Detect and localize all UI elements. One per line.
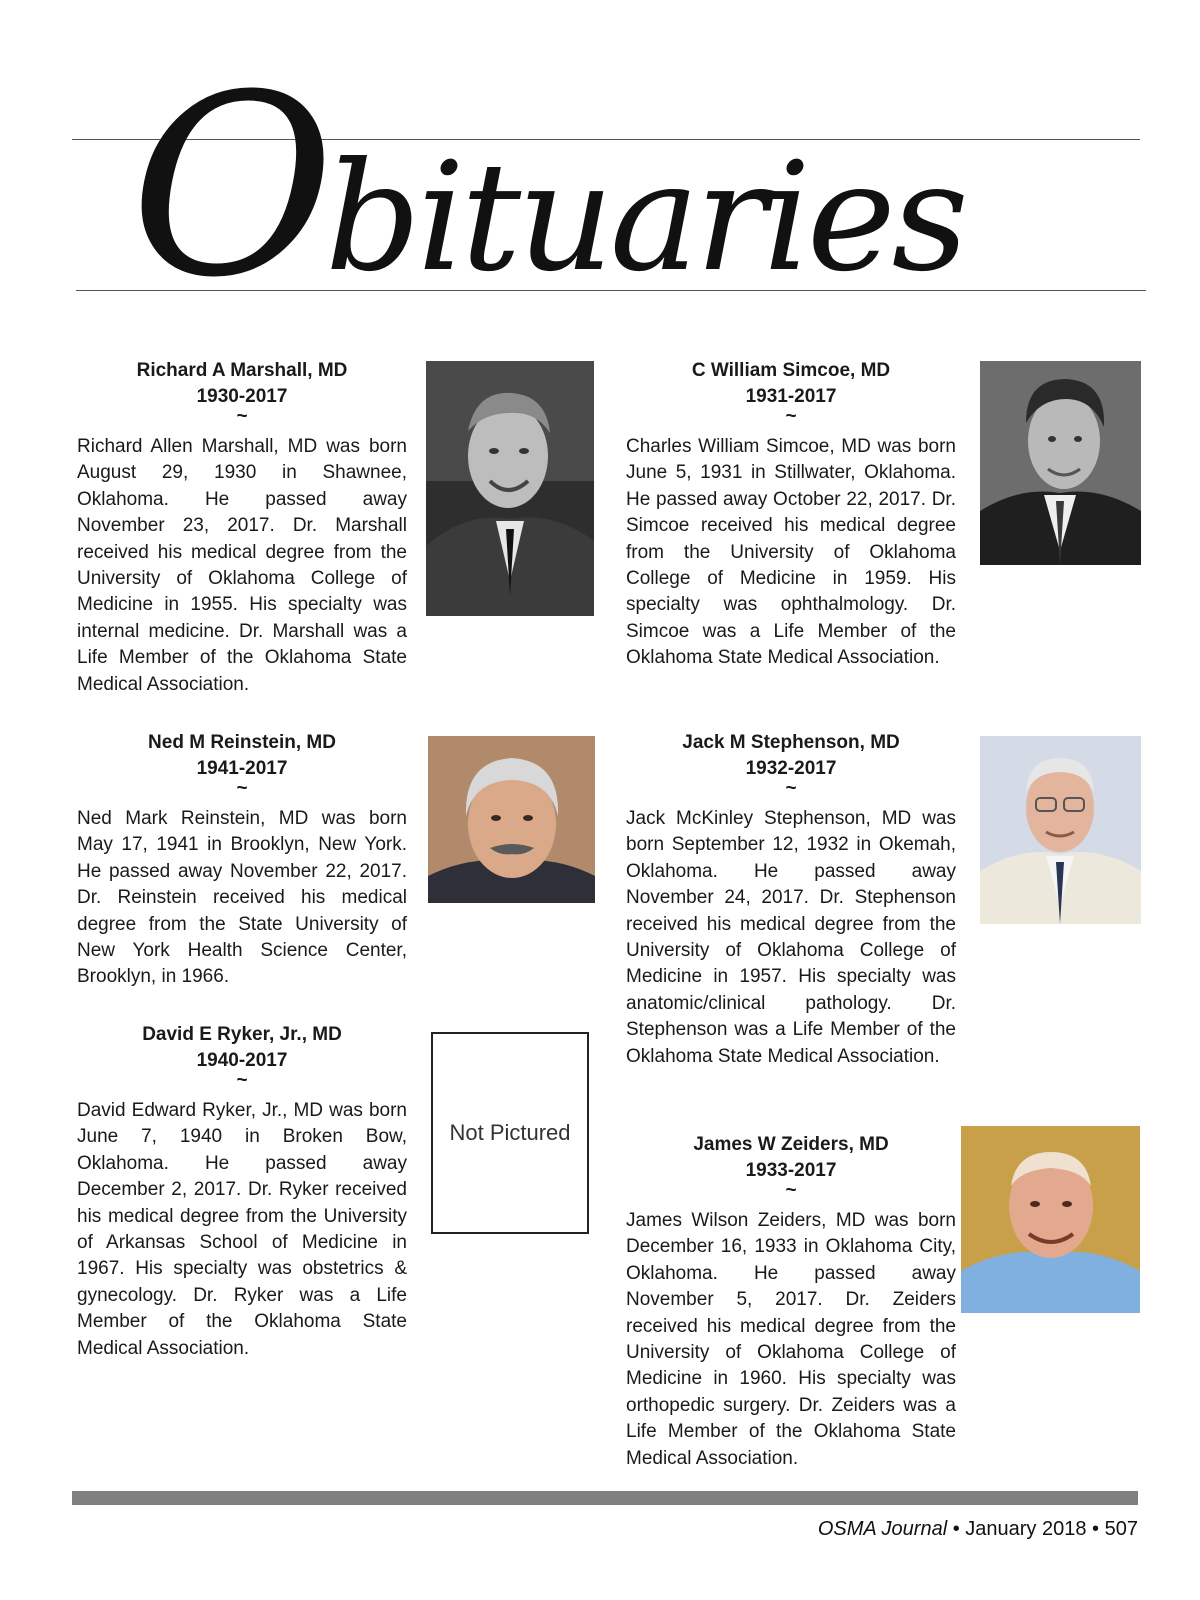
not-pictured-label: Not Pictured [449,1120,571,1145]
footer-bullet: • [1092,1518,1100,1540]
obituary-years: 1941-2017 [196,758,288,779]
portrait-photo-marshall [426,361,594,616]
footer-bar [72,1491,1138,1505]
obituary-years: 1932-2017 [745,758,837,779]
obituary-body: Jack McKinley Stephenson, MD was born September 12, 1932 in Okemah, Oklahoma. He passed away November 24, 2017. Dr. Stephenson received his medical degree from the University of Oklahoma College of Medicine in 1957. His specialty was anatomic/clinical pathology. Dr. Stephenson was a Life Member of the Oklahoma State Medical Association. [626,808,956,1067]
obituary-separator: ~ [785,778,797,799]
obituary-years: 1940-2017 [196,1050,288,1071]
obituary-name: Richard A Marshall, MD [136,360,348,381]
obituary-separator: ~ [785,406,797,427]
obituary-body: Charles William Simcoe, MD was born June 5, 1931 in Stillwater, Oklahoma. He passed away October 22, 2017. Dr. Simcoe received his medical degree from the University of Oklahoma College of Medicine in 1959. His specialty was ophthalmology. Dr. Simcoe was a Life Member of the Oklahoma State Medical Association. [626,436,956,669]
masthead-title-rest: bituaries [324,131,965,305]
obituary-name: David E Ryker, Jr., MD [142,1024,342,1045]
obituary-name: C William Simcoe, MD [691,360,891,381]
obituary-name: Jack M Stephenson, MD [682,732,900,753]
obituary-marshall [77,358,407,698]
obituary-separator: ~ [236,406,248,427]
portrait-photo-stephenson [980,736,1141,924]
obituary-name: Ned M Reinstein, MD [148,732,336,753]
footer-bullet: • [952,1518,960,1540]
page-footer [818,1518,1138,1541]
obituary-reinstein [77,730,407,991]
obituary-years: 1930-2017 [196,386,288,407]
masthead-title-initial: O [130,41,325,332]
obituary-years: 1933-2017 [745,1160,837,1181]
obituary-ryker [77,1022,407,1362]
portrait-photo-reinstein [428,736,595,903]
obituary-stephenson [626,730,956,1070]
obituary-zeiders [626,1132,956,1472]
portrait-photo-simcoe [980,361,1141,565]
obituary-body: Ned Mark Reinstein, MD was born May 17, 1941 in Brooklyn, New York. He passed away November 22, 2017. Dr. Reinstein received his medical degree from the State University of New York Health Science Center, Brooklyn, in 1966. [77,808,407,988]
obituary-separator: ~ [236,1070,248,1091]
obituary-body: James Wilson Zeiders, MD was born December 16, 1933 in Oklahoma City, Oklahoma. He passed away November 5, 2017. Dr. Zeiders received his medical degree from the University of Oklahoma College of Medicine in 1960. His specialty was orthopedic surgery. Dr. Zeiders was a Life Member of the Oklahoma State Medical Association. [626,1210,956,1469]
footer-page-number: 507 [1104,1518,1138,1540]
obituary-body: David Edward Ryker, Jr., MD was born June 7, 1940 in Broken Bow, Oklahoma. He passed away December 2, 2017. Dr. Ryker received his medical degree from the University of Arkansas School of Medicine in 1967. His specialty was obstetrics & gynecology. Dr. Ryker was a Life Member of the Oklahoma State Medical Association. [77,1100,407,1359]
obituary-simcoe [626,358,956,672]
portrait-not-pictured-ryker [431,1032,589,1234]
obituary-separator: ~ [785,1180,797,1201]
obituary-years: 1931-2017 [745,386,837,407]
obituary-separator: ~ [236,778,248,799]
obituary-body: Richard Allen Marshall, MD was born August 29, 1930 in Shawnee, Oklahoma. He passed away November 23, 2017. Dr. Marshall received his medical degree from the University of Oklahoma College of Medicine in 1955. His specialty was internal medicine. Dr. Marshall was a Life Member of the Oklahoma State Medical Association. [77,436,407,695]
footer-issue: January 2018 [965,1518,1087,1540]
footer-journal: OSMA Journal [817,1518,948,1540]
portrait-photo-zeiders [961,1126,1140,1313]
obituary-name: James W Zeiders, MD [693,1134,889,1155]
masthead-title [130,41,965,332]
